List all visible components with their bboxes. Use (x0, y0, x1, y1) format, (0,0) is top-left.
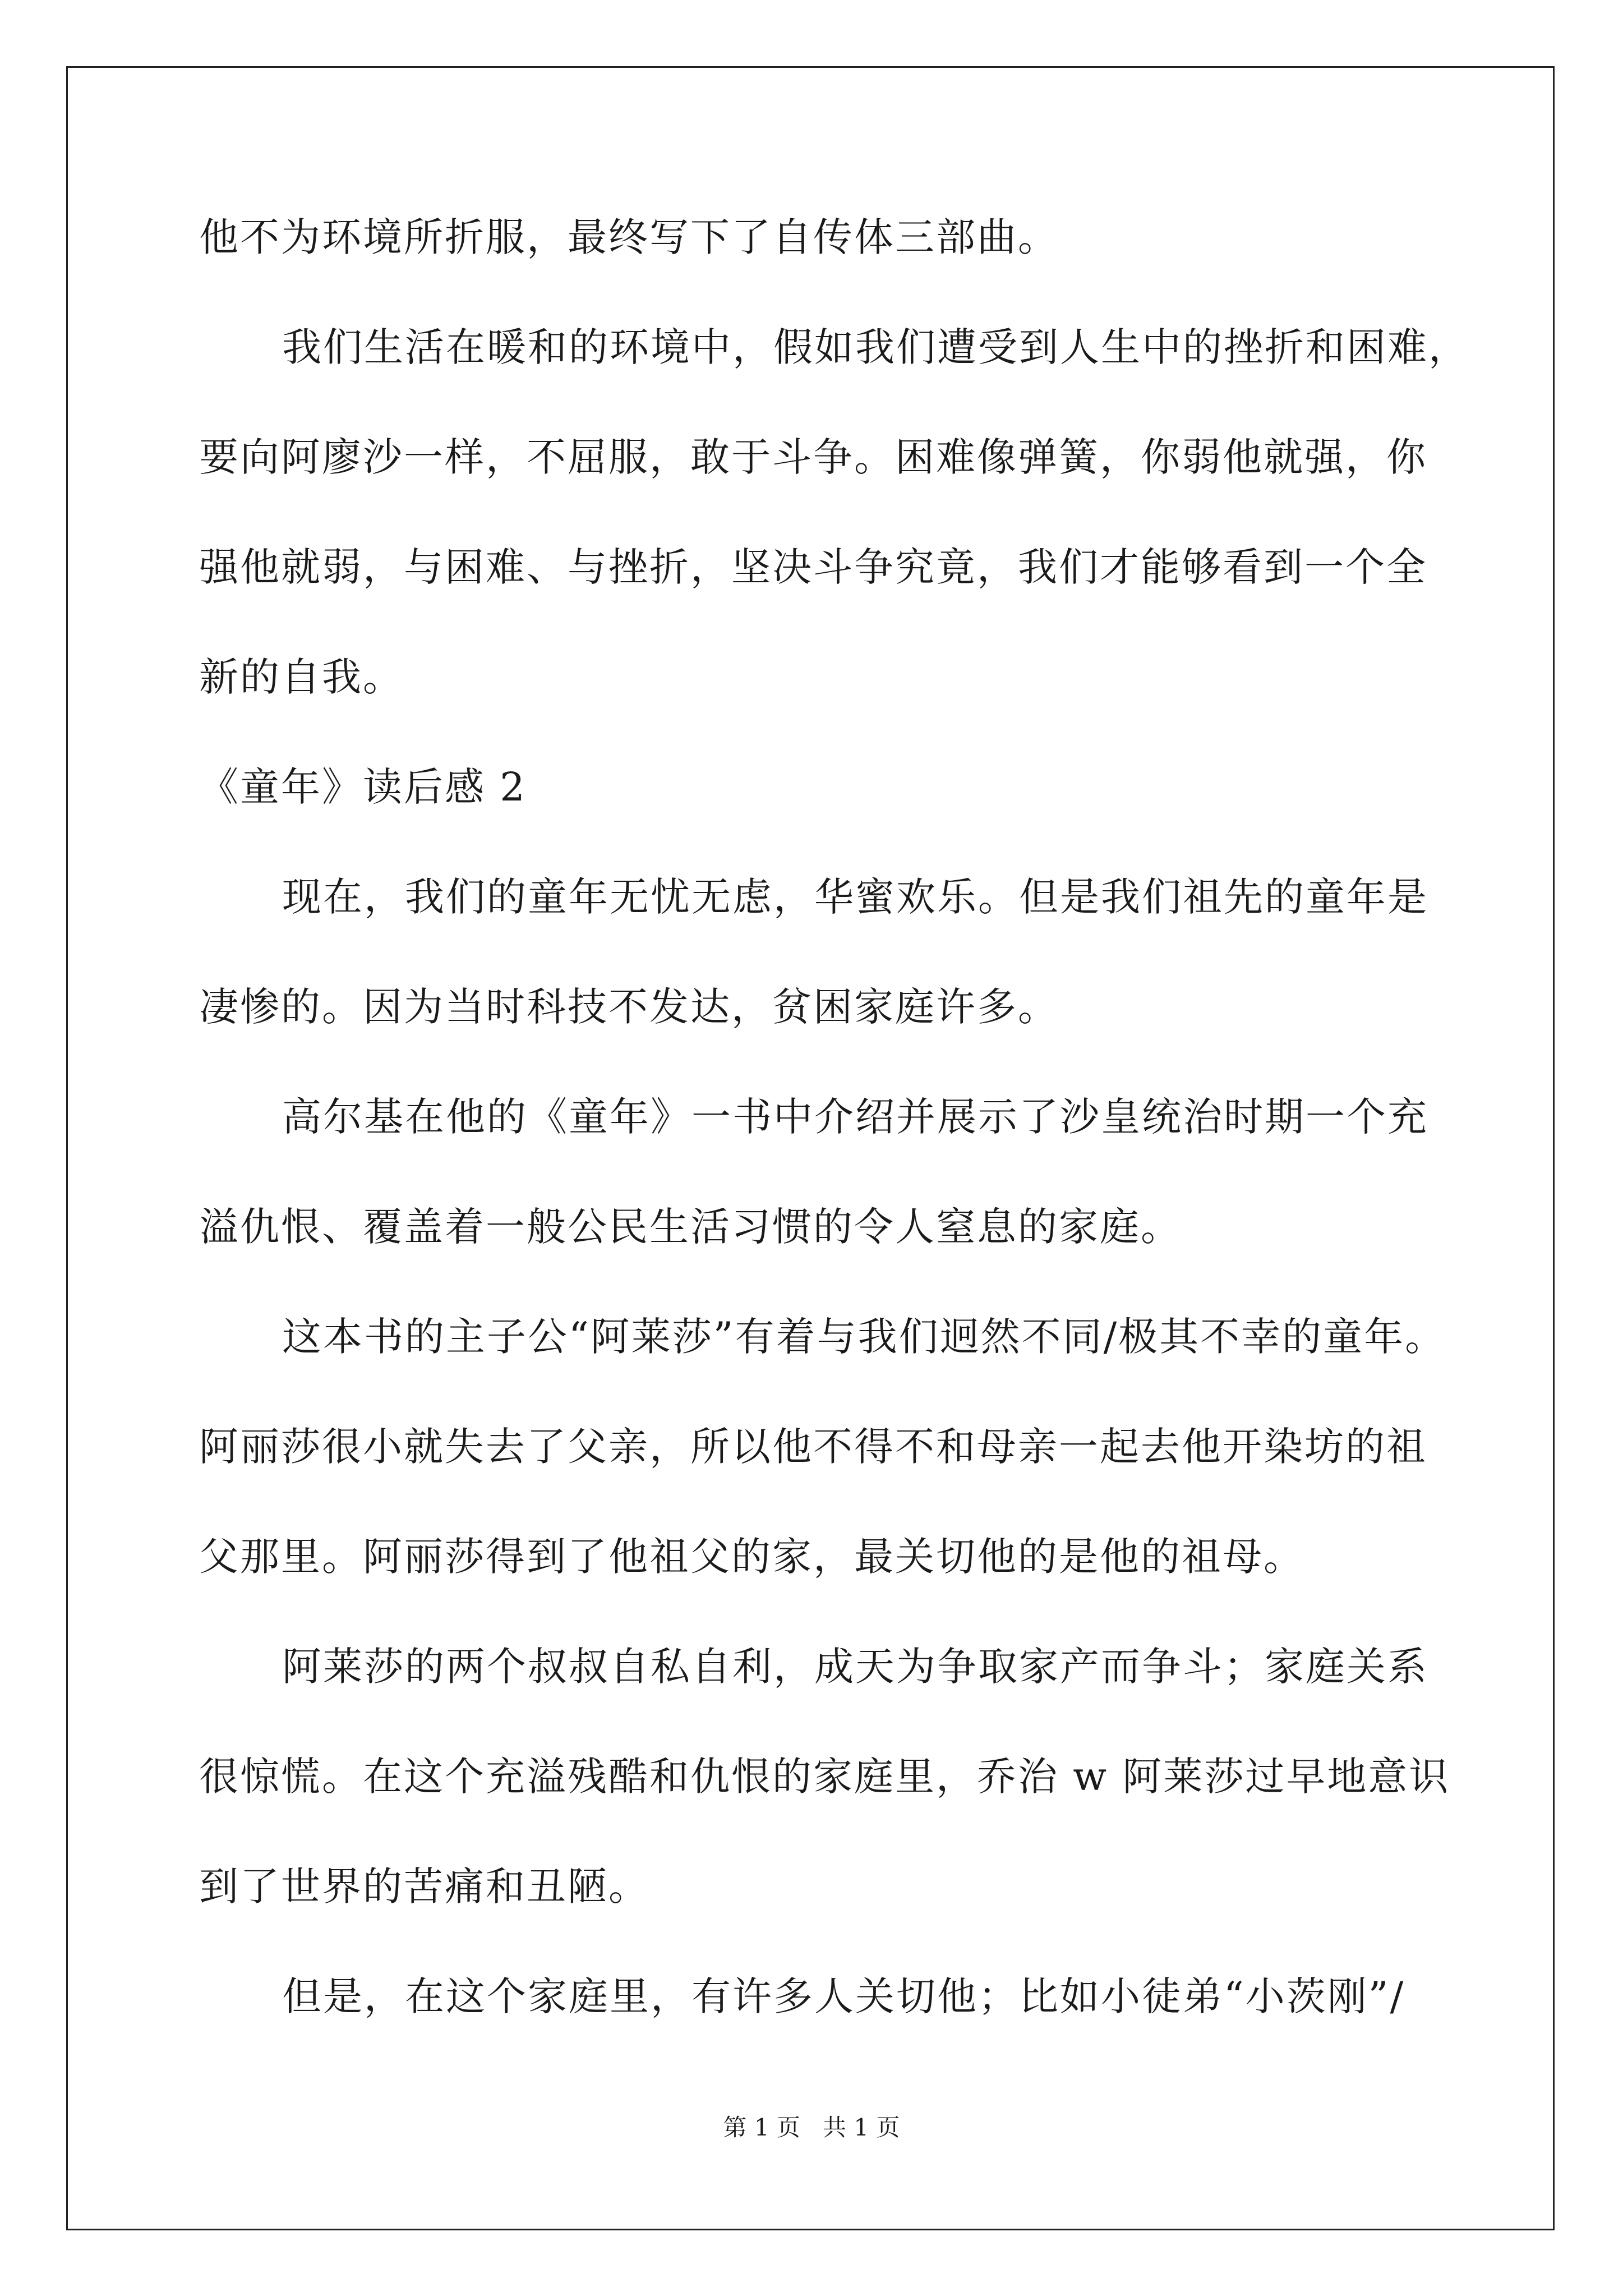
section-heading: 《童年》读后感 2 (199, 764, 527, 810)
text-line: 溢仇恨、覆盖着一般公民生活习惯的令人窒息的家庭。 (199, 1204, 1182, 1250)
document-body (199, 212, 1469, 2081)
text-line: 阿丽莎很小就失去了父亲，所以他不得不和母亲一起去他开染坊的祖 (199, 1424, 1427, 1470)
text-line: 阿莱莎的两个叔叔自私自利，成天为争取家产而争斗；家庭关系 (282, 1644, 1428, 1690)
page-footer: 第 1 页 共 1 页 (723, 2114, 900, 2141)
text-line: 新的自我。 (199, 654, 404, 700)
text-line: 但是，在这个家庭里，有许多人关切他；比如小徒弟“小茨刚”/ (282, 1973, 1405, 2019)
text-line: 高尔基在他的《童年》一书中介绍并展示了沙皇统治时期一个充 (282, 1094, 1428, 1140)
text-line: 凄惨的。因为当时科技不发达，贫困家庭许多。 (199, 984, 1059, 1030)
text-line: 很惊慌。在这个充溢残酷和仇恨的家庭里，乔治 w 阿莱莎过早地意识 (199, 1754, 1450, 1800)
text-line: 父那里。阿丽莎得到了他祖父的家，最关切他的是他的祖母。 (199, 1534, 1304, 1580)
text-line: 这本书的主子公“阿莱莎”有着与我们迥然不同/极其不幸的童年。 (282, 1314, 1446, 1360)
text-line: 我们生活在暖和的环境中，假如我们遭受到人生中的挫折和困难， (282, 324, 1469, 370)
text-line: 要向阿廖沙一样，不屈服，敢于斗争。困难像弹簧，你弱他就强，你 (199, 434, 1427, 480)
text-line: 他不为环境所折服，最终写下了自传体三部曲。 (199, 214, 1059, 260)
text-line: 到了世界的苦痛和丑陋。 (199, 1864, 649, 1910)
text-line: 现在，我们的童年无忧无虑，华蜜欢乐。但是我们祖先的童年是 (282, 874, 1428, 920)
text-line: 强他就弱，与困难、与挫折，坚决斗争究竟，我们才能够看到一个全 (199, 544, 1427, 590)
